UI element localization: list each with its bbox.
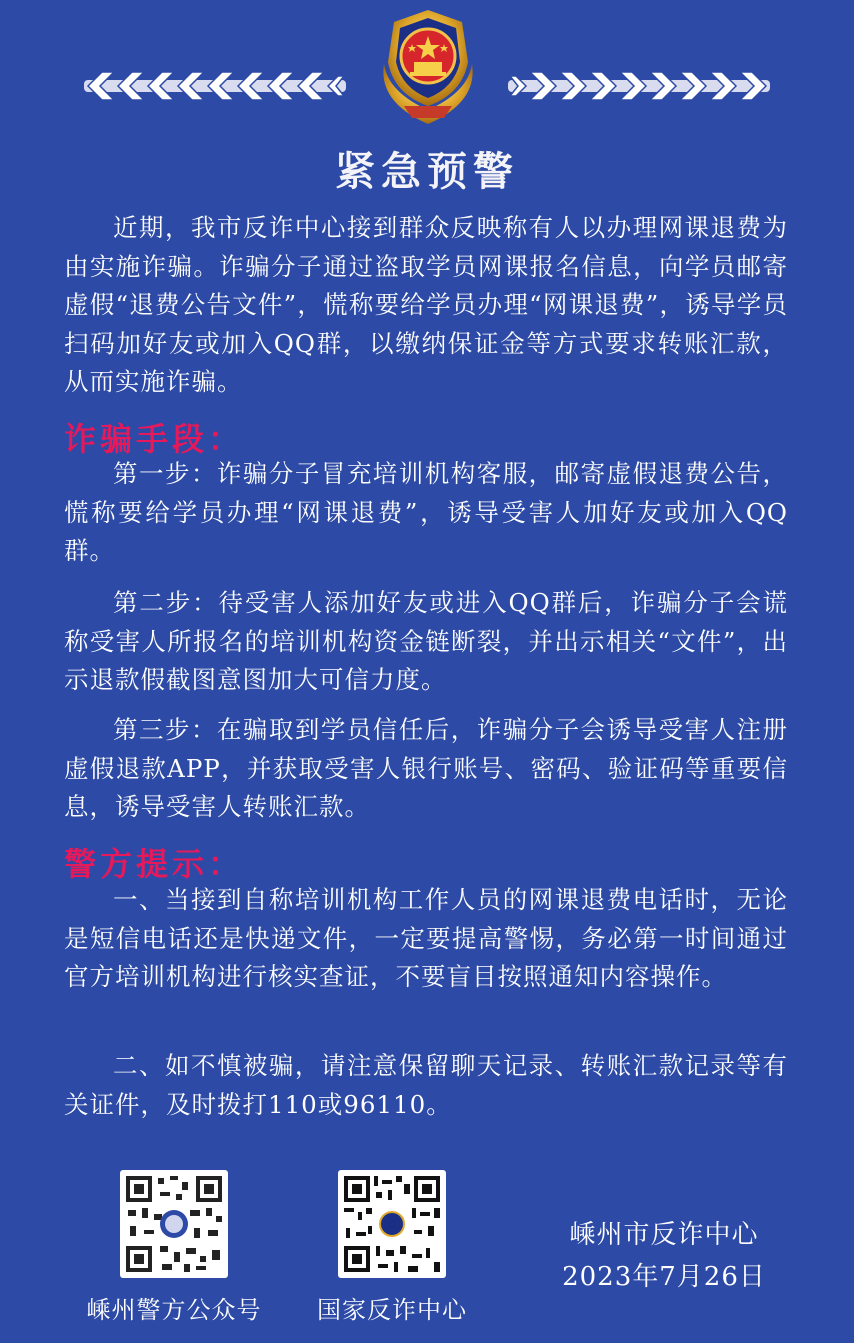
intro-paragraph: 近期，我市反诈中心接到群众反映称有人以办理网课退费为由实施诈骗。诈骗分子通过盗取学员网课报名信息，向学员邮寄虚假“退费公告文件”，慌称要给学员办理“网课退费”，诱导学员扫码加好友或加入QQ群，以缴纳保证金等方式要求转账汇款，从而实施诈骗。 xyxy=(64,213,788,397)
qr-code-icon xyxy=(120,1170,228,1278)
issuer-name: 嵊州市反诈中心 xyxy=(569,1220,759,1250)
police-tips-heading: 警方提示： xyxy=(64,845,245,883)
wing-decoration-left xyxy=(84,66,346,106)
qr-caption-shengzhou-police: 嵊州警方公众号 xyxy=(86,1296,262,1324)
page-title: 紧急预警 xyxy=(335,149,519,195)
qr-code-shengzhou-police[interactable] xyxy=(120,1170,228,1278)
police-emblem-icon xyxy=(364,6,492,128)
qr-code-national-anti-fraud[interactable] xyxy=(338,1170,446,1278)
police-tip-1: 一、当接到自称培训机构工作人员的网课退费电话时，无论是短信电话还是快递文件，一定要提高警惕，务必第一时间通过官方培训机构进行核实查证，不要盲目按照通知内容操作。 xyxy=(64,885,788,992)
police-tip-2: 二、如不慎被骗，请注意保留聊天记录、转账汇款记录等有关证件，及时拨打110或96110。 xyxy=(64,1051,788,1119)
qr-caption-national-anti-fraud: 国家反诈中心 xyxy=(317,1296,467,1324)
fraud-step-3: 第三步：在骗取到学员信任后，诈骗分子会诱导受害人注册虚假退款APP，并获取受害人银行账号、密码、验证码等重要信息，诱导受害人转账汇款。 xyxy=(64,715,788,822)
wing-decoration-right xyxy=(508,66,770,106)
fraud-step-2: 第二步：待受害人添加好友或进入QQ群后，诈骗分子会谎称受害人所报名的培训机构资金链断裂，并出示相关“文件”，出示退款假截图意图加大可信力度。 xyxy=(64,588,788,695)
fraud-methods-heading: 诈骗手段： xyxy=(64,420,245,458)
qr-code-icon xyxy=(338,1170,446,1278)
issue-date: 2023年7月26日 xyxy=(562,1262,766,1292)
fraud-step-1: 第一步：诈骗分子冒充培训机构客服，邮寄虚假退费公告，慌称要给学员办理“网课退费”，诱导受害人加好友或加入QQ群。 xyxy=(64,459,788,566)
